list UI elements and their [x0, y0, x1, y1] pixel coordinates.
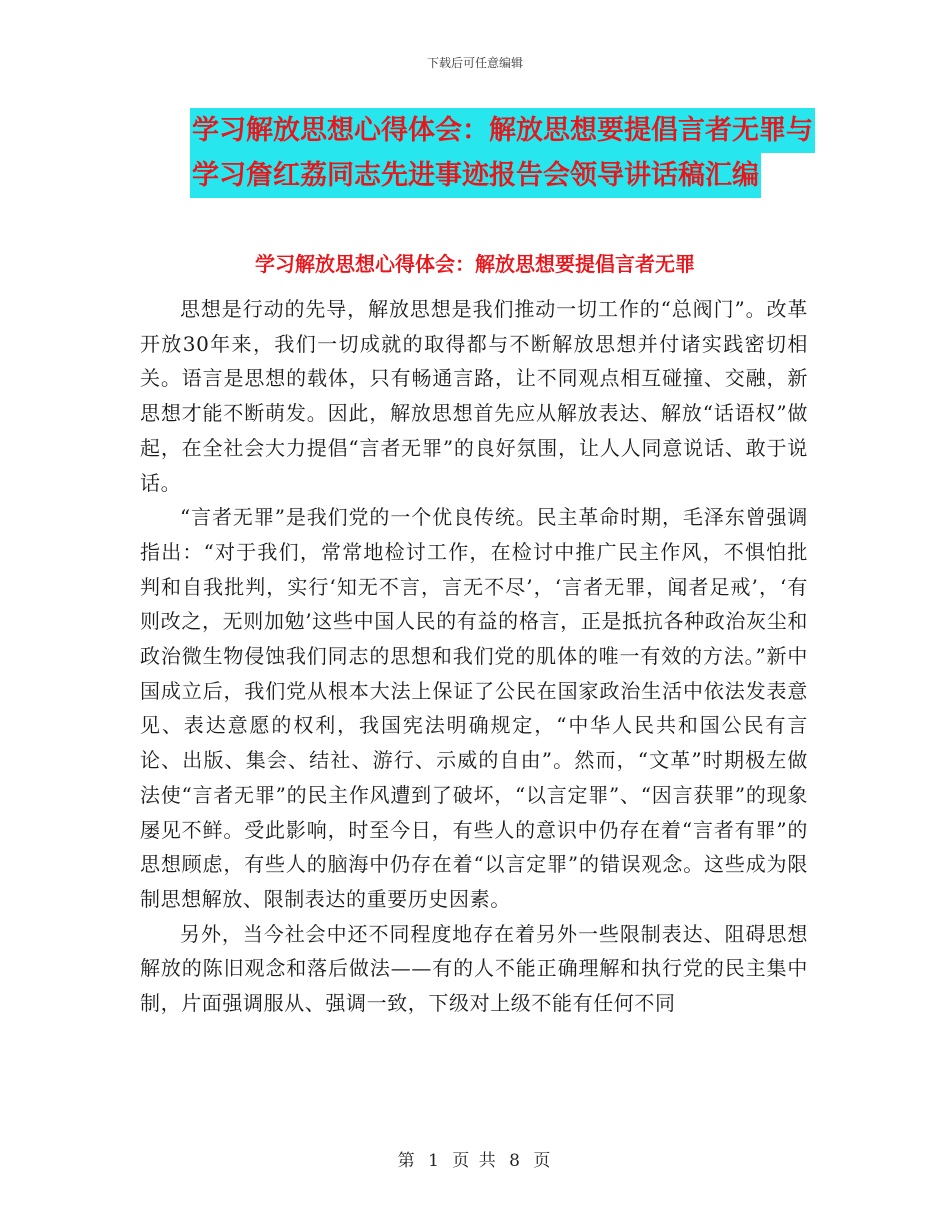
- paragraph-2: “言者无罪”是我们党的一个优良传统。民主革命时期，毛泽东曾强调指出：“对于我们，常常地检讨工作，在检讨中推广民主作风，不惧怕批判和自我批判，实行‘知无不言，言无不尽’，‘言者无罪，闻者足戒’，‘有则改之，无则加勉’这些中国人民的有益的格言，正是抵抗各种政治灰尘和政治微生物侵蚀我们同志的思想和我们党的肌体的唯一有效的方法。”新中国成立后，我们党从根本大法上保证了公民在国家政治生活中依法发表意见、表达意愿的权利，我国宪法明确规定，“中华人民共和国公民有言论、出版、集会、结社、游行、示威的自由”。然而，“文革”时期极左做法使“言者无罪”的民主作风遭到了破坏，“以言定罪”、“因言获罪”的现象屡见不鲜。受此影响，时至今日，有些人的意识中仍存在着“言者有罪”的思想顾虑，有些人的脑海中仍存在着“以言定罪”的错误观念。这些成为限制思想解放、限制表达的重要历史因素。: [140, 505, 808, 911]
- paragraph-3: 另外，当今社会中还不同程度地存在着另外一些限制表达、阻碍思想解放的陈旧观念和落后做法——有的人不能正确理解和执行党的民主集中制，片面强调服从、强调一致，下级对上级不能有任何不同: [140, 921, 808, 1016]
- main-title: [190, 108, 830, 198]
- footer-suffix: 页: [533, 1151, 553, 1171]
- footer-middle: 页 共: [452, 1151, 498, 1171]
- footer-total-pages: 8: [509, 1151, 522, 1171]
- footer-page-number: 1: [428, 1151, 441, 1171]
- main-title-line-1: 学习解放思想心得体会：解放思想要提倡言者无罪与: [190, 108, 815, 153]
- header-note: 下载后可任意编辑: [426, 56, 523, 70]
- body-text: [140, 292, 808, 1021]
- page-footer: [0, 1146, 950, 1171]
- paragraph-1: 思想是行动的先导，解放思想是我们推动一切工作的“总阀门”。改革开放30年来，我们一切成就的取得都与不断解放思想并付诸实践密切相关。语言是思想的载体，只有畅通言路，让不同观点相互碰撞、交融，新思想才能不断萌发。因此，解放思想首先应从解放表达、解放“话语权”做起，在全社会大力提倡“言者无罪”的良好氛围，让人人同意说话、敢于说话。: [140, 297, 808, 495]
- main-title-line-2: 学习詹红荔同志先进事迹报告会领导讲话稿汇编: [190, 153, 761, 198]
- footer-prefix: 第: [397, 1151, 417, 1171]
- section-title: 学习解放思想心得体会：解放思想要提倡言者无罪: [255, 252, 695, 276]
